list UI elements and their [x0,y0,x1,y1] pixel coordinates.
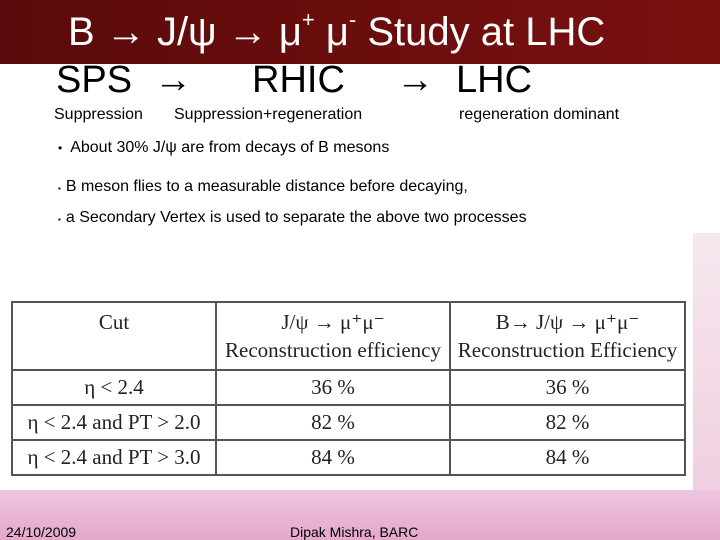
bullet-item [58,178,468,196]
progression-lhc: LHC [456,59,533,101]
cell-b-efficiency: 84 % [450,440,685,475]
cell-cut: η < 2.4 [12,370,216,405]
table-row [12,370,685,405]
bullet-marker: ▪ [58,215,61,224]
header-jpsi-decay: J/ψ → μ⁺μ⁻ [281,310,385,334]
cell-cut: η < 2.4 and PT > 2.0 [12,405,216,440]
footer-author: Dipak Mishra, BARC [290,524,419,540]
progression-sps: SPS [56,59,133,101]
efficiency-table [11,301,686,476]
title-minus-sign: - [348,7,357,32]
header-jpsi [216,302,450,370]
table-row [12,440,685,475]
footer-date: 24/10/2009 [6,524,77,540]
progression-arrow-2: → [396,59,434,101]
header-b-metric: Reconstruction Efficiency [457,338,678,362]
bullet-text: About 30% J/ψ are from decays of B mesons [70,139,390,156]
title-arrow-1: → [105,10,146,54]
bullet-marker: ▪ [58,184,61,193]
title-rest: Study at LHC [367,10,606,54]
cell-cut: η < 2.4 and PT > 3.0 [12,440,216,475]
header-cut-label: Cut [98,310,130,334]
sub-label-rhic: Suppression+regeneration [174,106,363,123]
title-plus-sign: + [301,7,315,32]
slide-title [68,8,605,56]
cell-jpsi-efficiency: 36 % [216,370,450,405]
bullet-marker: • [58,141,63,155]
bullet-text: a Secondary Vertex is used to separate the above two processes [65,209,527,226]
progression-arrow-1: → [154,59,192,101]
bullet-item [58,139,389,157]
header-b [450,302,685,370]
title-b: B [68,10,95,54]
cell-b-efficiency: 82 % [450,405,685,440]
title-mu-minus: μ [325,10,349,54]
cell-jpsi-efficiency: 82 % [216,405,450,440]
header-cut-spacer [13,336,215,364]
progression-rhic: RHIC [252,59,345,101]
sub-label-sps: Suppression [54,106,143,123]
title-mu-plus: μ [278,10,302,54]
cell-b-efficiency: 36 % [450,370,685,405]
title-arrow-2: → [227,10,268,54]
title-jpsi: J/ψ [156,10,217,54]
bullet-text: B meson flies to a measurable distance before decaying, [65,178,468,195]
cell-jpsi-efficiency: 84 % [216,440,450,475]
header-b-decay: B→ J/ψ → μ⁺μ⁻ [495,310,640,334]
header-jpsi-metric: Reconstruction efficiency [225,338,441,362]
table-header-row [12,302,685,370]
sub-label-lhc: regeneration dominant [459,106,620,123]
header-cut [12,302,216,370]
side-strip [693,233,720,490]
table-row [12,405,685,440]
bullet-item [58,209,527,227]
